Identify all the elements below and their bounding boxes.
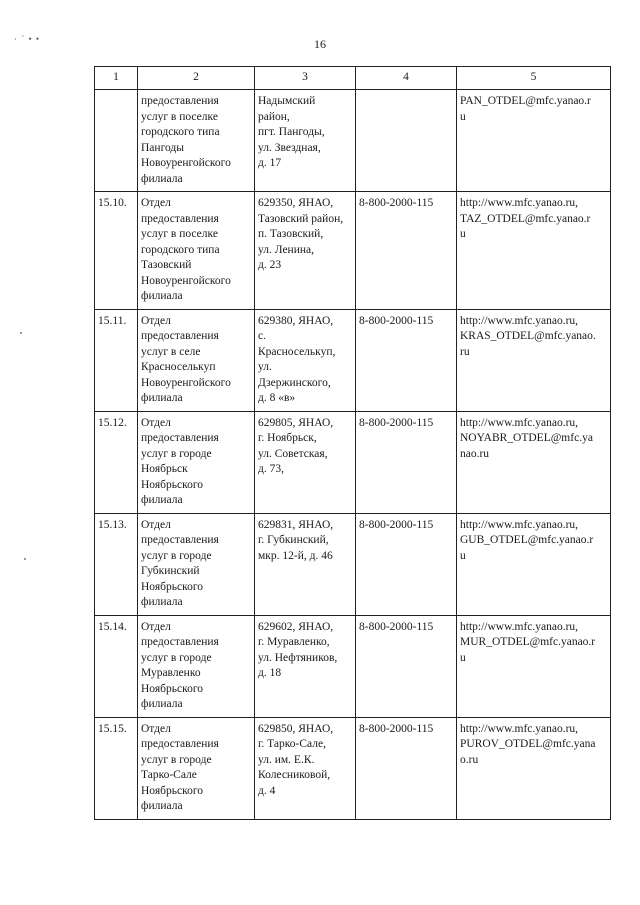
office-name: Отдел предоставления услуг в городе Ноябрьск Ноябрьского филиала (138, 411, 255, 513)
office-contact: http://www.mfc.yanao.ru, MUR_OTDEL@mfc.yanao.r u (457, 615, 611, 717)
office-name: предоставления услуг в поселке городского типа Пангоды Новоуренгойского филиала (138, 90, 255, 192)
office-address: Надымский район, пгт. Пангоды, ул. Звездная, д. 17 (255, 90, 356, 192)
table-row (95, 411, 611, 513)
office-phone: 8-800-2000-115 (356, 309, 457, 411)
row-number: 15.12. (95, 411, 138, 513)
office-address: 629380, ЯНАО, с. Красноселькуп, ул. Дзержинского, д. 8 «в» (255, 309, 356, 411)
office-contact: http://www.mfc.yanao.ru, KRAS_OTDEL@mfc.yanao. ru (457, 309, 611, 411)
table-row (95, 513, 611, 615)
office-phone (356, 90, 457, 192)
table-header-row (95, 67, 611, 90)
row-number: 15.10. (95, 192, 138, 310)
scan-speck (24, 558, 26, 560)
office-address: 629350, ЯНАО, Тазовский район, п. Тазовский, ул. Ленина, д. 23 (255, 192, 356, 310)
office-address: 629805, ЯНАО, г. Ноябрьск, ул. Советская, д. 73, (255, 411, 356, 513)
column-header: 1 (95, 67, 138, 90)
office-phone: 8-800-2000-115 (356, 717, 457, 819)
office-name: Отдел предоставления услуг в городе Тарко-Сале Ноябрьского филиала (138, 717, 255, 819)
office-address: 629602, ЯНАО, г. Муравленко, ул. Нефтяников, д. 18 (255, 615, 356, 717)
column-header: 2 (138, 67, 255, 90)
mfc-offices-table (94, 66, 611, 820)
table-row (95, 90, 611, 192)
row-number: 15.13. (95, 513, 138, 615)
page-number: 16 (314, 37, 326, 51)
column-header: 4 (356, 67, 457, 90)
office-contact: http://www.mfc.yanao.ru, PUROV_OTDEL@mfc.yana o.ru (457, 717, 611, 819)
row-number: 15.11. (95, 309, 138, 411)
office-address: 629831, ЯНАО, г. Губкинский, мкр. 12-й, д. 46 (255, 513, 356, 615)
office-contact: PAN_OTDEL@mfc.yanao.r u (457, 90, 611, 192)
office-contact: http://www.mfc.yanao.ru, GUB_OTDEL@mfc.yanao.r u (457, 513, 611, 615)
table-row (95, 309, 611, 411)
office-name: Отдел предоставления услуг в городе Муравленко Ноябрьского филиала (138, 615, 255, 717)
office-name: Отдел предоставления услуг в селе Красноселькуп Новоуренгойского филиала (138, 309, 255, 411)
row-number (95, 90, 138, 192)
table-row (95, 615, 611, 717)
office-phone: 8-800-2000-115 (356, 615, 457, 717)
office-name: Отдел предоставления услуг в городе Губкинский Ноябрьского филиала (138, 513, 255, 615)
column-header: 3 (255, 67, 356, 90)
row-number: 15.15. (95, 717, 138, 819)
row-number: 15.14. (95, 615, 138, 717)
column-header: 5 (457, 67, 611, 90)
office-phone: 8-800-2000-115 (356, 411, 457, 513)
office-phone: 8-800-2000-115 (356, 192, 457, 310)
scan-speck (20, 332, 22, 334)
scan-corner-marks: · ´ • • (14, 34, 41, 44)
office-phone: 8-800-2000-115 (356, 513, 457, 615)
table-row (95, 192, 611, 310)
office-contact: http://www.mfc.yanao.ru, NOYABR_OTDEL@mfc.ya nao.ru (457, 411, 611, 513)
office-contact: http://www.mfc.yanao.ru, TAZ_OTDEL@mfc.yanao.r u (457, 192, 611, 310)
office-name: Отдел предоставления услуг в поселке городского типа Тазовский Новоуренгойского филиала (138, 192, 255, 310)
office-address: 629850, ЯНАО, г. Тарко-Сале, ул. им. Е.К. Колесниковой, д. 4 (255, 717, 356, 819)
table-row (95, 717, 611, 819)
